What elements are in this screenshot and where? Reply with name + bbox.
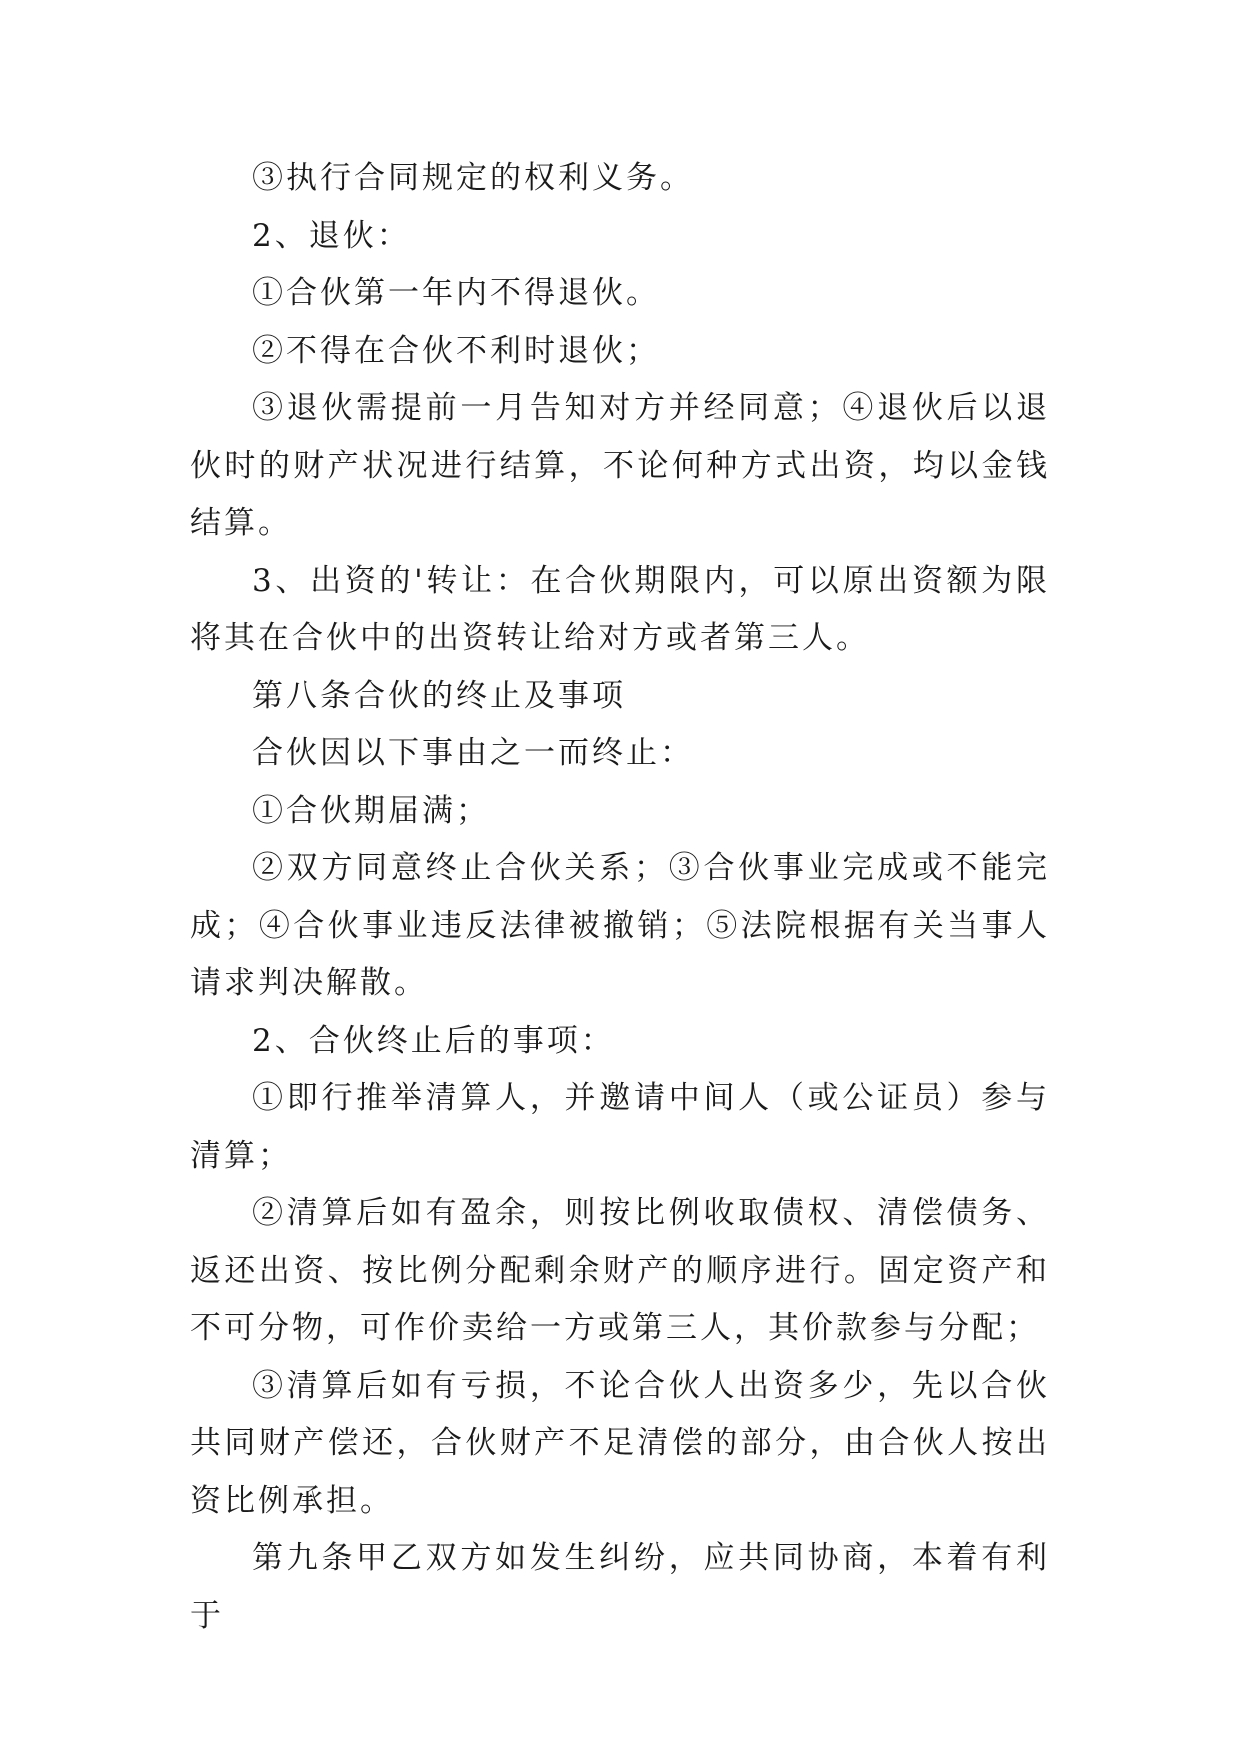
section-heading-9: 第九条甲乙双方如发生纠纷，应共同协商，本着有利于 bbox=[190, 1540, 1050, 1634]
paragraph-9: ①合伙期届满； bbox=[252, 792, 490, 829]
paragraph-11: 2、合伙终止后的事项： bbox=[252, 1022, 615, 1059]
document-body bbox=[190, 150, 1050, 1645]
paragraph-3: ①合伙第一年内不得退伙。 bbox=[252, 275, 660, 311]
section-heading-8: 第八条合伙的终止及事项 bbox=[252, 677, 626, 714]
paragraph-6: 3、出资的'转让：在合伙期限内，可以原出资额为限将其在合伙中的出资转让给对方或者第三人。 bbox=[190, 562, 1050, 656]
paragraph-2: 2、退伙： bbox=[252, 217, 411, 254]
paragraph-10: ②双方同意终止合伙关系；③合伙事业完成或不能完成；④合伙事业违反法律被撤销；⑤法院根据有关当事人请求判决解散。 bbox=[190, 850, 1050, 1001]
paragraph-12: ①即行推举清算人，并邀请中间人（或公证员）参与清算； bbox=[190, 1080, 1050, 1174]
paragraph-5: ③退伙需提前一月告知对方并经同意；④退伙后以退伙时的财产状况进行结算，不论何种方式出资，均以金钱结算。 bbox=[190, 390, 1050, 541]
paragraph-13: ②清算后如有盈余，则按比例收取债权、清偿债务、返还出资、按比例分配剩余财产的顺序进行。固定资产和不可分物，可作价卖给一方或第三人，其价款参与分配； bbox=[190, 1195, 1050, 1346]
paragraph-1: ③执行合同规定的权利义务。 bbox=[252, 160, 694, 196]
paragraph-8: 合伙因以下事由之一而终止： bbox=[252, 735, 694, 771]
paragraph-14: ③清算后如有亏损，不论合伙人出资多少，先以合伙共同财产偿还，合伙财产不足清偿的部分，由合伙人按出资比例承担。 bbox=[190, 1367, 1050, 1519]
paragraph-4: ②不得在合伙不利时退伙； bbox=[252, 332, 660, 369]
